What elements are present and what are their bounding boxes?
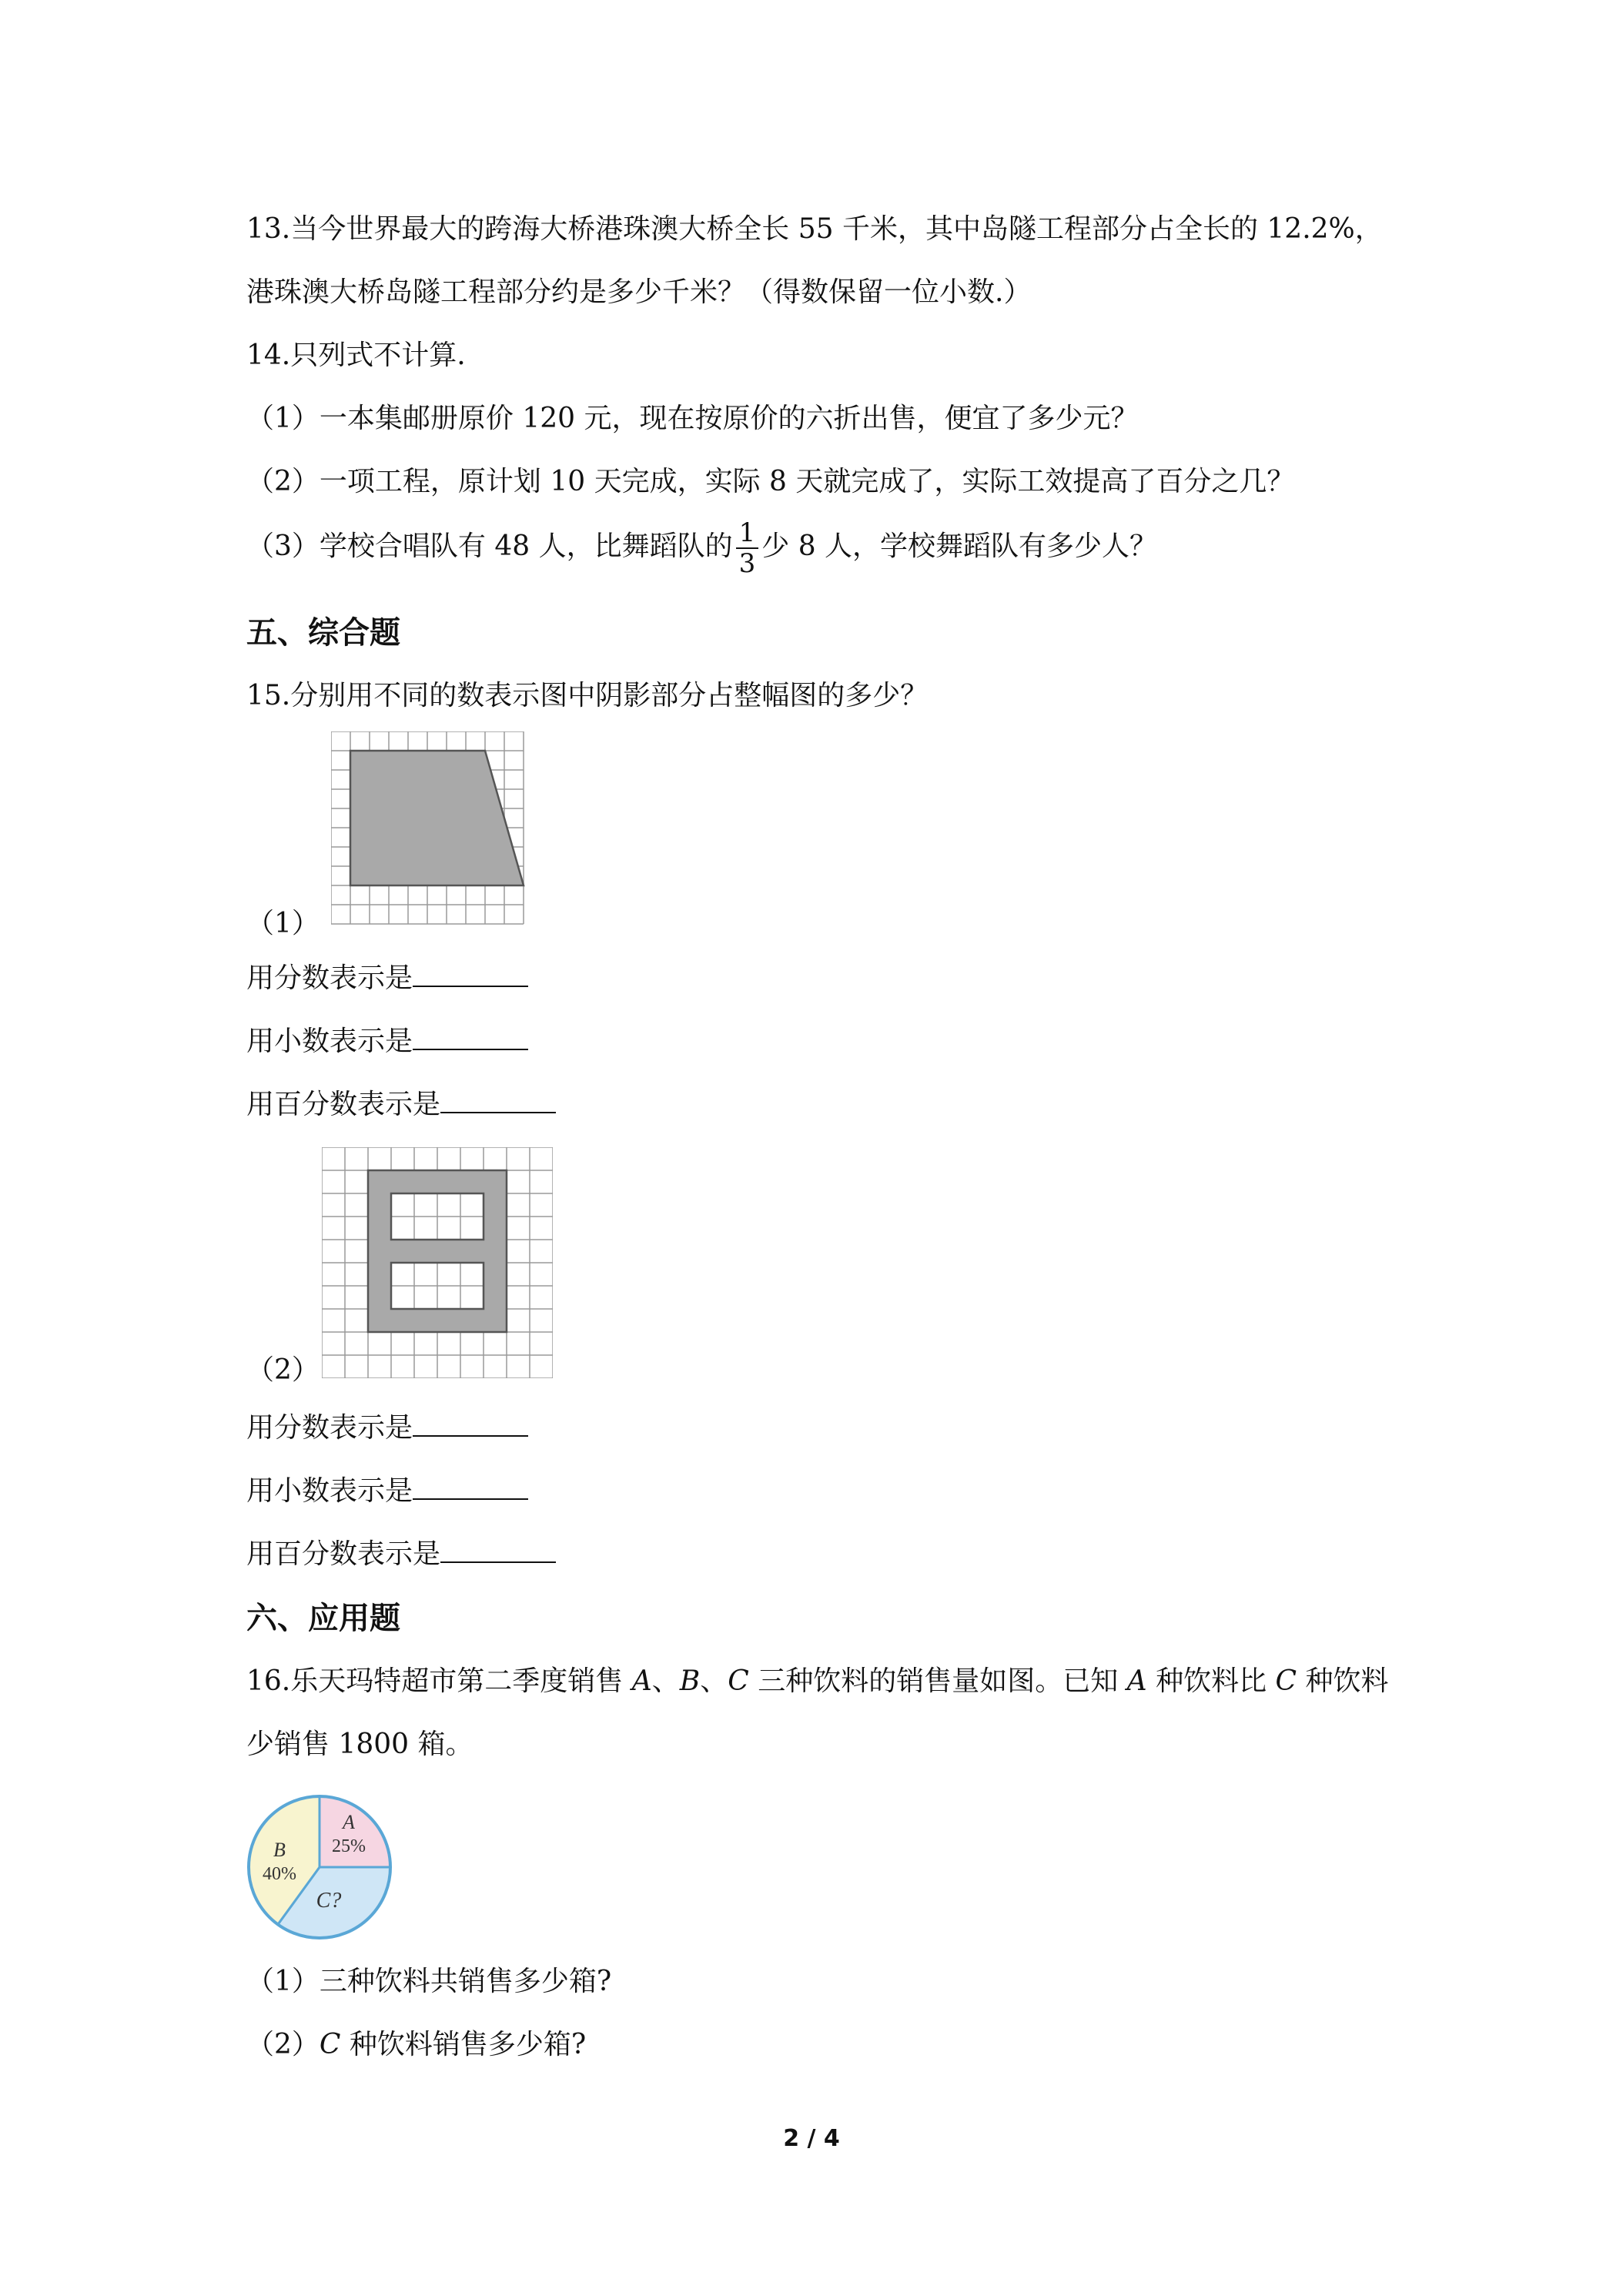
answer-blank[interactable]: [413, 959, 528, 987]
trapezoid-grid-figure: [331, 731, 562, 928]
q15-title: 15.分别用不同的数表示图中阴影部分占整幅图的多少？: [246, 680, 929, 711]
q16-part-2-text: 种饮料销售多少箱?: [340, 2029, 587, 2060]
q14-title: 14.只列式不计算.: [246, 340, 466, 371]
pie-label-b: B: [273, 1839, 286, 1861]
trapezoid-shaded-region: [350, 751, 524, 885]
q16-part-2: [246, 2027, 586, 2063]
percent-label: 用百分数表示是: [246, 1538, 441, 1570]
fraction-label: 用分数表示是: [246, 1412, 413, 1444]
var-a: A: [631, 1665, 652, 1697]
q16-part-1: （1）三种饮料共销售多少箱?: [246, 1966, 612, 1997]
one-third-fraction: [736, 518, 759, 578]
decimal-label: 用小数表示是: [246, 1026, 413, 1057]
q13-line-2: 港珠澳大桥岛隧工程部分约是多少千米？（得数保留一位小数.）: [246, 276, 1032, 308]
fig1-label: （1）: [246, 908, 320, 939]
q16-part-2-prefix: （2）: [246, 2029, 320, 2060]
fraction-label: 用分数表示是: [246, 962, 413, 994]
separator: 、: [700, 1665, 728, 1697]
frame-grid-figure: [322, 1147, 553, 1378]
q14-part-3-before: （3）学校合唱队有 48 人，比舞蹈队的: [246, 530, 733, 562]
answer-blank[interactable]: [413, 1409, 528, 1437]
q16-text: 16.乐天玛特超市第二季度销售: [246, 1665, 632, 1697]
page-number: 2 / 4: [783, 2125, 840, 2152]
var-c: C: [728, 1665, 749, 1697]
pie-value-b: 40%: [263, 1864, 296, 1884]
q14-part-3: [246, 516, 1157, 578]
fig2-decimal-line: [246, 1472, 528, 1510]
var-c: C: [1275, 1665, 1297, 1697]
fraction-numerator: 1: [736, 518, 759, 549]
pie-label-a: A: [343, 1811, 355, 1833]
pie-label-c: C?: [316, 1889, 342, 1913]
q16-line-1: [246, 1663, 1389, 1700]
q14-part-2: （2）一项工程，原计划 10 天完成，实际 8 天就完成了，实际工效提高了百分之几？: [246, 466, 1295, 497]
fig1-decimal-line: [246, 1022, 528, 1060]
q14-part-3-after: 少 8 人，学校舞蹈队有多少人？: [761, 530, 1158, 562]
section-6-heading: 六、应用题: [246, 1601, 400, 1636]
section-5-heading: 五、综合题: [246, 615, 400, 651]
q16-line-2: 少销售 1800 箱。: [246, 1729, 474, 1760]
answer-blank[interactable]: [413, 1472, 528, 1500]
var-b: B: [679, 1665, 701, 1697]
var-a: A: [1126, 1665, 1147, 1697]
decimal-label: 用小数表示是: [246, 1475, 413, 1507]
answer-blank[interactable]: [413, 1022, 528, 1050]
fig1-percent-line: [246, 1086, 556, 1123]
answer-blank[interactable]: [440, 1086, 556, 1113]
q16-text: 种饮料: [1297, 1665, 1389, 1697]
q13-line-1: 13.当今世界最大的跨海大桥港珠澳大桥全长 55 千米，其中岛隧工程部分占全长的 12.2%，: [246, 213, 1383, 245]
separator: 、: [651, 1665, 680, 1697]
q16-text: 种饮料比: [1146, 1665, 1276, 1697]
percent-label: 用百分数表示是: [246, 1089, 441, 1120]
pie-value-a: 25%: [332, 1836, 366, 1856]
var-c: C: [319, 2029, 341, 2060]
q14-part-1: （1）一本集邮册原价 120 元，现在按原价的六折出售，便宜了多少元？: [246, 403, 1139, 434]
fig2-fraction-line: [246, 1409, 528, 1447]
answer-blank[interactable]: [440, 1535, 556, 1563]
fig1-fraction-line: [246, 959, 528, 997]
fraction-denominator: 3: [738, 548, 756, 579]
fig2-percent-line: [246, 1535, 556, 1573]
fig2-label: （2）: [246, 1354, 320, 1386]
sales-pie-chart: [243, 1790, 397, 1944]
q16-text: 三种饮料的销售量如图。已知: [748, 1665, 1127, 1697]
